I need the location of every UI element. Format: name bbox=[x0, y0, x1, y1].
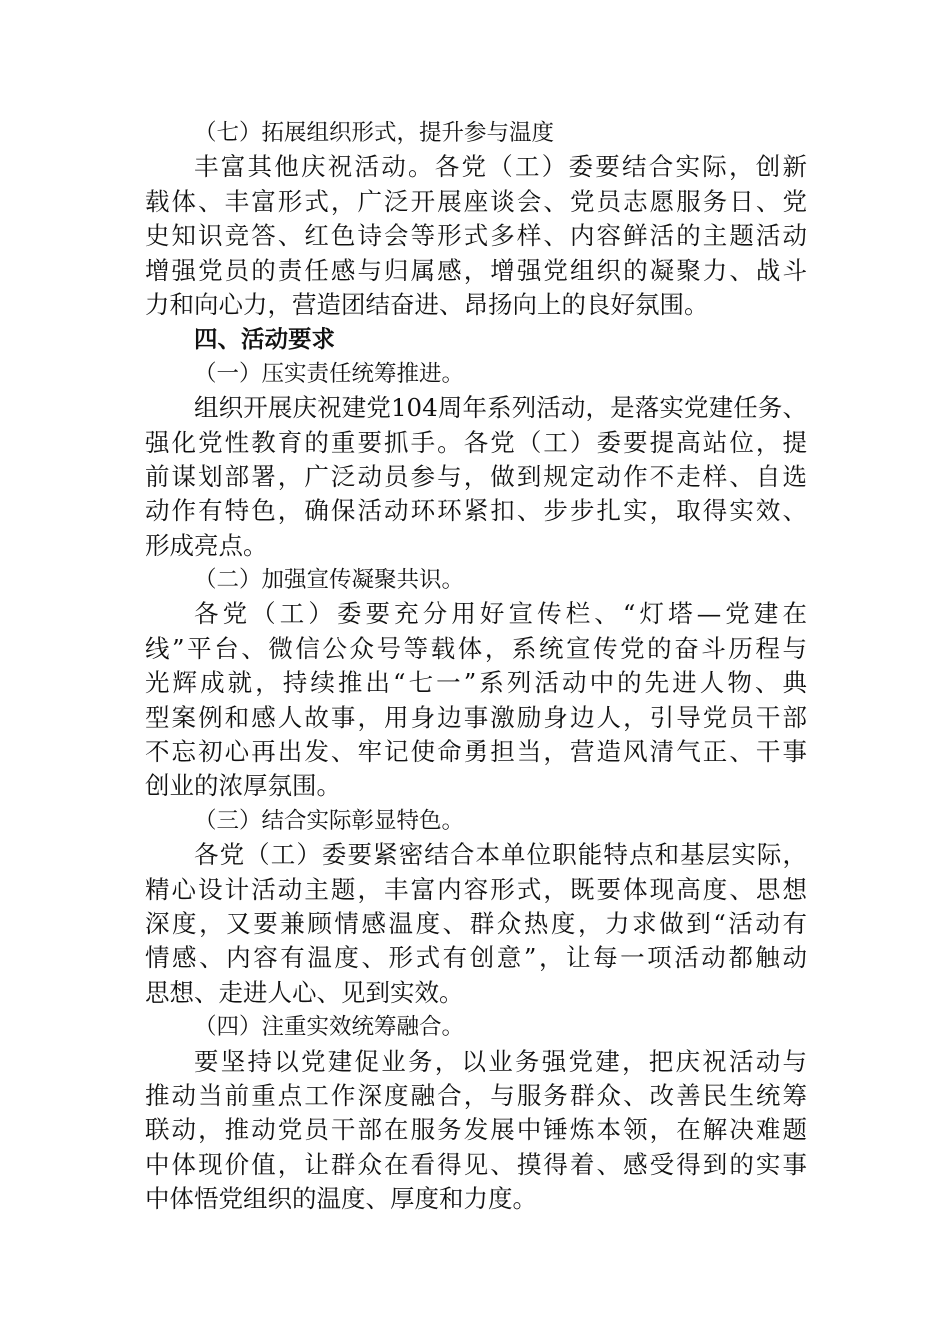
paragraph-line: 各党（工）委要充分用好宣传栏、“灯塔—党建在 bbox=[194, 599, 807, 629]
paragraph-line: 各党（工）委要紧密结合本单位职能特点和基层实际， bbox=[194, 840, 807, 870]
paragraph-line: 思想、走进人心、见到实效。 bbox=[145, 977, 464, 1007]
section-heading-7: （七）拓展组织形式，提升参与温度 bbox=[194, 120, 555, 146]
paragraph-line: 力和向心力，营造团结奋进、昂扬向上的良好氛围。 bbox=[145, 289, 709, 319]
paragraph-line: 创业的浓厚氛围。 bbox=[145, 771, 341, 801]
paragraph-line: 强化党性教育的重要抓手。各党（工）委要提高站位，提 bbox=[145, 427, 807, 457]
section-heading-3: （三）结合实际彰显特色。 bbox=[194, 807, 465, 834]
paragraph-line: 中体现价值，让群众在看得见、摸得着、感受得到的实事 bbox=[145, 1149, 807, 1179]
major-heading-activity-requirements: 四、活动要求 bbox=[194, 325, 335, 354]
paragraph-line: 丰富其他庆祝活动。各党（工）委要结合实际，创新 bbox=[194, 152, 807, 182]
paragraph-line: 增强党员的责任感与归属感，增强党组织的凝聚力、战斗 bbox=[145, 255, 807, 285]
paragraph-line: 光辉成就，持续推出“七一”系列活动中的先进人物、典 bbox=[145, 668, 807, 698]
paragraph-line: 型案例和感人故事，用身边事激励身边人，引导党员干部 bbox=[145, 702, 807, 732]
section-heading-2: （二）加强宣传凝聚共识。 bbox=[194, 567, 465, 594]
paragraph-line: 中体悟党组织的温度、厚度和力度。 bbox=[145, 1184, 537, 1214]
paragraph-line: 组织开展庆祝建党104周年系列活动，是落实党建任务、 bbox=[194, 393, 807, 423]
paragraph-line: 联动，推动党员干部在服务发展中锤炼本领，在解决难题 bbox=[145, 1115, 807, 1145]
paragraph-line: 要坚持以党建促业务，以业务强党建，把庆祝活动与 bbox=[194, 1046, 807, 1076]
paragraph-line: 情感、内容有温度、形式有创意”，让每一项活动都触动 bbox=[145, 943, 807, 973]
paragraph-line: 不忘初心再出发、牢记使命勇担当，营造风清气正、干事 bbox=[145, 737, 807, 767]
paragraph-line: 线”平台、微信公众号等载体，系统宣传党的奋斗历程与 bbox=[145, 633, 807, 663]
paragraph-line: 深度，又要兼顾情感温度、群众热度，力求做到“活动有 bbox=[145, 908, 807, 938]
paragraph-line: 精心设计活动主题，丰富内容形式，既要体现高度、思想 bbox=[145, 874, 807, 904]
section-heading-1: （一）压实责任统筹推进。 bbox=[194, 360, 465, 387]
paragraph-line: 前谋划部署，广泛动员参与，做到规定动作不走样、自选 bbox=[145, 461, 807, 491]
section-heading-4: （四）注重实效统筹融合。 bbox=[194, 1014, 465, 1041]
paragraph-line: 动作有特色，确保活动环环紧扣、步步扎实，取得实效、 bbox=[145, 496, 807, 526]
paragraph-line: 形成亮点。 bbox=[145, 530, 268, 560]
paragraph-line: 载体、丰富形式，广泛开展座谈会、党员志愿服务日、党 bbox=[145, 186, 807, 216]
paragraph-line: 推动当前重点工作深度融合，与服务群众、改善民生统筹 bbox=[145, 1080, 807, 1110]
paragraph-line: 史知识竞答、红色诗会等形式多样、内容鲜活的主题活动 bbox=[145, 221, 807, 251]
document-body bbox=[145, 116, 807, 1217]
